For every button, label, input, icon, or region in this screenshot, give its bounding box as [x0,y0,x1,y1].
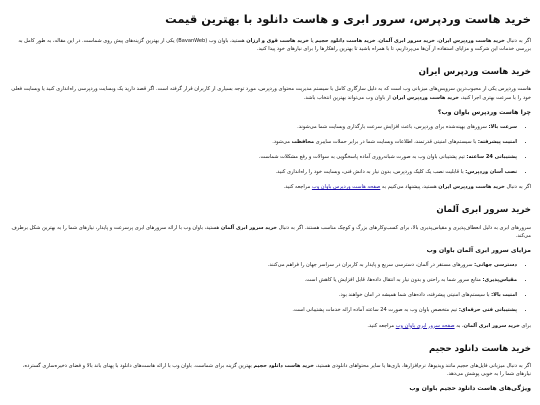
intro-text: هستید، باوان وب (BavanWeb) یکی از بهترین گزینه‌های پیش روی شماست. در این مقاله، به طور کامل به بررسی خدمات این شرکت و مزایای استفاده از آن‌ها می‌پردازیم، تا با همراه باشید تا بهترین راهکارها را برای نیازهای خود پیدا کنید. [18,37,531,53]
paragraph-keyword: خرید هاست وردپرس ایران [392,94,459,101]
paragraph-keyword: خرید هاست وردپرس ایران [438,184,505,191]
wordpress-features-list [9,123,517,177]
paragraph-text: سرورهای ابری به دلیل انعطاف‌پذیری و مقیاس‌پذیری بالا، برای کسب‌وکارهای بزرگ و کوچک مناسب هستند. اگر به دنبال [276,224,531,231]
paragraph-keyword: خرید سرور ابری آلمان [463,322,520,329]
intro-keyword-wordpress: خرید هاست وردپرس ایران [438,37,505,44]
intro-text: اگر به دنبال [504,37,531,44]
list-item [9,291,517,299]
cloud-outro [9,322,531,330]
intro-keyword-cheap: خرید هاست قوی و ارزان [246,37,309,44]
list-item-label: دسترسی جهانی: [474,261,517,268]
list-item [9,138,517,146]
paragraph-text: مراجعه کنید. [367,322,396,329]
list-item [9,168,517,176]
page-title: خرید هاست وردپرس، سرور ابری و هاست دانلود با بهترین قیمت [165,12,531,26]
cloud-advantages-heading: مزایای سرور ابری آلمان باوان وب [426,246,531,254]
paragraph-text: هستید، باوان وب با ارائه سرورهای ابری پرسرعت و پایدار، نیازهای شما را به بهترین شکل برطرف می‌کند. [11,224,531,239]
intro-sep: یا [308,37,316,44]
list-item-label: سرعت بالا: [488,123,517,130]
intro-keyword-download: خرید هاست دانلود حجیم [315,37,376,44]
list-item-text: می‌شود. [272,138,292,145]
list-item-label: پشتیبانی 24 ساعته: [466,154,517,161]
wordpress-paragraph [9,85,531,101]
list-item-label: امنیت بالا: [491,292,517,299]
list-item-text: منابع سرور شما به راحتی و بدون نیاز به انتقال داده‌ها، قابل افزایش یا کاهش است. [304,277,483,284]
list-item-text: با سیستم‌های امنیتی پیشرفته، داده‌های شما همیشه در امان خواهند بود. [338,292,492,299]
list-item-text: تیم متخصص باوان وب به صورت 24 ساعته آماده ارائه خدمات پشتیبانی است. [292,307,459,314]
section-heading-wordpress: خرید هاست وردپرس ایران [418,67,531,78]
paragraph-text: اگر به دنبال [504,184,531,191]
section-heading-download-host: خرید هاست دانلود حجیم [429,343,531,354]
download-paragraph [9,362,531,378]
intro-sep: ، [375,37,379,44]
cloud-features-list [9,261,517,315]
wordpress-outro [9,183,531,191]
list-item [9,276,517,284]
wordpress-host-link[interactable]: صفحه هاست وردپرس باوان وب [311,184,381,191]
list-item [9,306,517,314]
list-item-label: مقیاس‌پذیری: [482,277,517,284]
paragraph-keyword: خرید سرور ابری آلمان [220,224,277,231]
paragraph-text: بهترین گزینه برای شماست. باوان وب با ارائه هاست‌های دانلود با پهنای باند بالا و فضای ذخیره‌سازی گسترده، نیازهای شما را به خوبی پوشش می‌دهد. [22,362,531,377]
paragraph-keyword: خرید هاست دانلود حجیم [253,362,314,369]
list-item [9,261,517,269]
paragraph-text: از باوان وب می‌تواند بهترین انتخاب باشد. [303,94,393,101]
list-item [9,123,517,131]
list-item-keyword: محافظت [291,138,315,145]
list-item [9,153,517,161]
paragraph-text: هستید، پیشنهاد می‌کنیم به [380,184,439,191]
paragraph-text: مراجعه کنید. [283,184,312,191]
intro-paragraph [9,37,531,53]
list-item-label: امنیت پیشرفته: [477,138,517,145]
paragraph-text: ، به [454,322,464,329]
list-item-text: با قابلیت نصب یک کلیک وردپرس، بدون نیاز به دانش فنی، وبسایت خود را راه‌اندازی کنید. [275,169,466,176]
list-item-text: سرورهای مستقر در آلمان، دسترسی سریع و پایدار به کاربران در سراسر جهان را فراهم می‌کنند. [267,261,475,268]
paragraph-text: هاست وردپرس یکی از محبوب‌ترین سرویس‌های میزبانی وب است که به دلیل سازگاری کامل با سیستم مدیریت محتوای وردپرس، مورد توجه بسیاری از کاربران قرار گرفته است. اگر قصد دارید یک وبسایت وردپرسی راه‌اندازی کنید یا وبسایت فعلی خود را با سرعت بهتری اجرا کنید، [11,86,531,101]
list-item-text: با سیستم‌های امنیتی قدرتمند، اطلاعات وبسایت شما در برابر حملات سایبری [314,138,478,145]
list-item-label: پشتیبانی فنی حرفه‌ای: [458,307,517,314]
list-item-text: تیم پشتیبانی باوان وب به صورت شبانه‌روزی آماده پاسخگویی به سوالات و رفع مشکلات شماست. [258,154,467,161]
list-item-label: نصب آسان وردپرس: [465,169,517,176]
section-heading-cloud-server: خرید سرور ابری آلمان [436,205,531,216]
list-item-text: سرورهای بهینه‌شده برای وردپرس، باعث افزایش سرعت بارگذاری وبسایت شما می‌شوند. [297,123,489,130]
intro-keyword-cloud: خرید سرور ابری آلمان [378,37,435,44]
paragraph-text: اگر به دنبال میزبانی فایل‌های حجیم مانند ویدیوها، نرم‌افزارها، بازی‌ها یا سایر محتواهای دانلودی هستید، [313,362,531,369]
cloud-server-link[interactable]: صفحه سرور ابری باوان وب [395,322,455,329]
intro-sep: ، [434,37,439,44]
paragraph-text: برای [519,322,531,329]
why-wordpress-heading: چرا هاست وردپرس باوان وب؟ [437,108,531,116]
cloud-paragraph [9,224,531,240]
download-features-heading: ویژگی‌های هاست دانلود حجیم باوان وب [409,385,531,393]
